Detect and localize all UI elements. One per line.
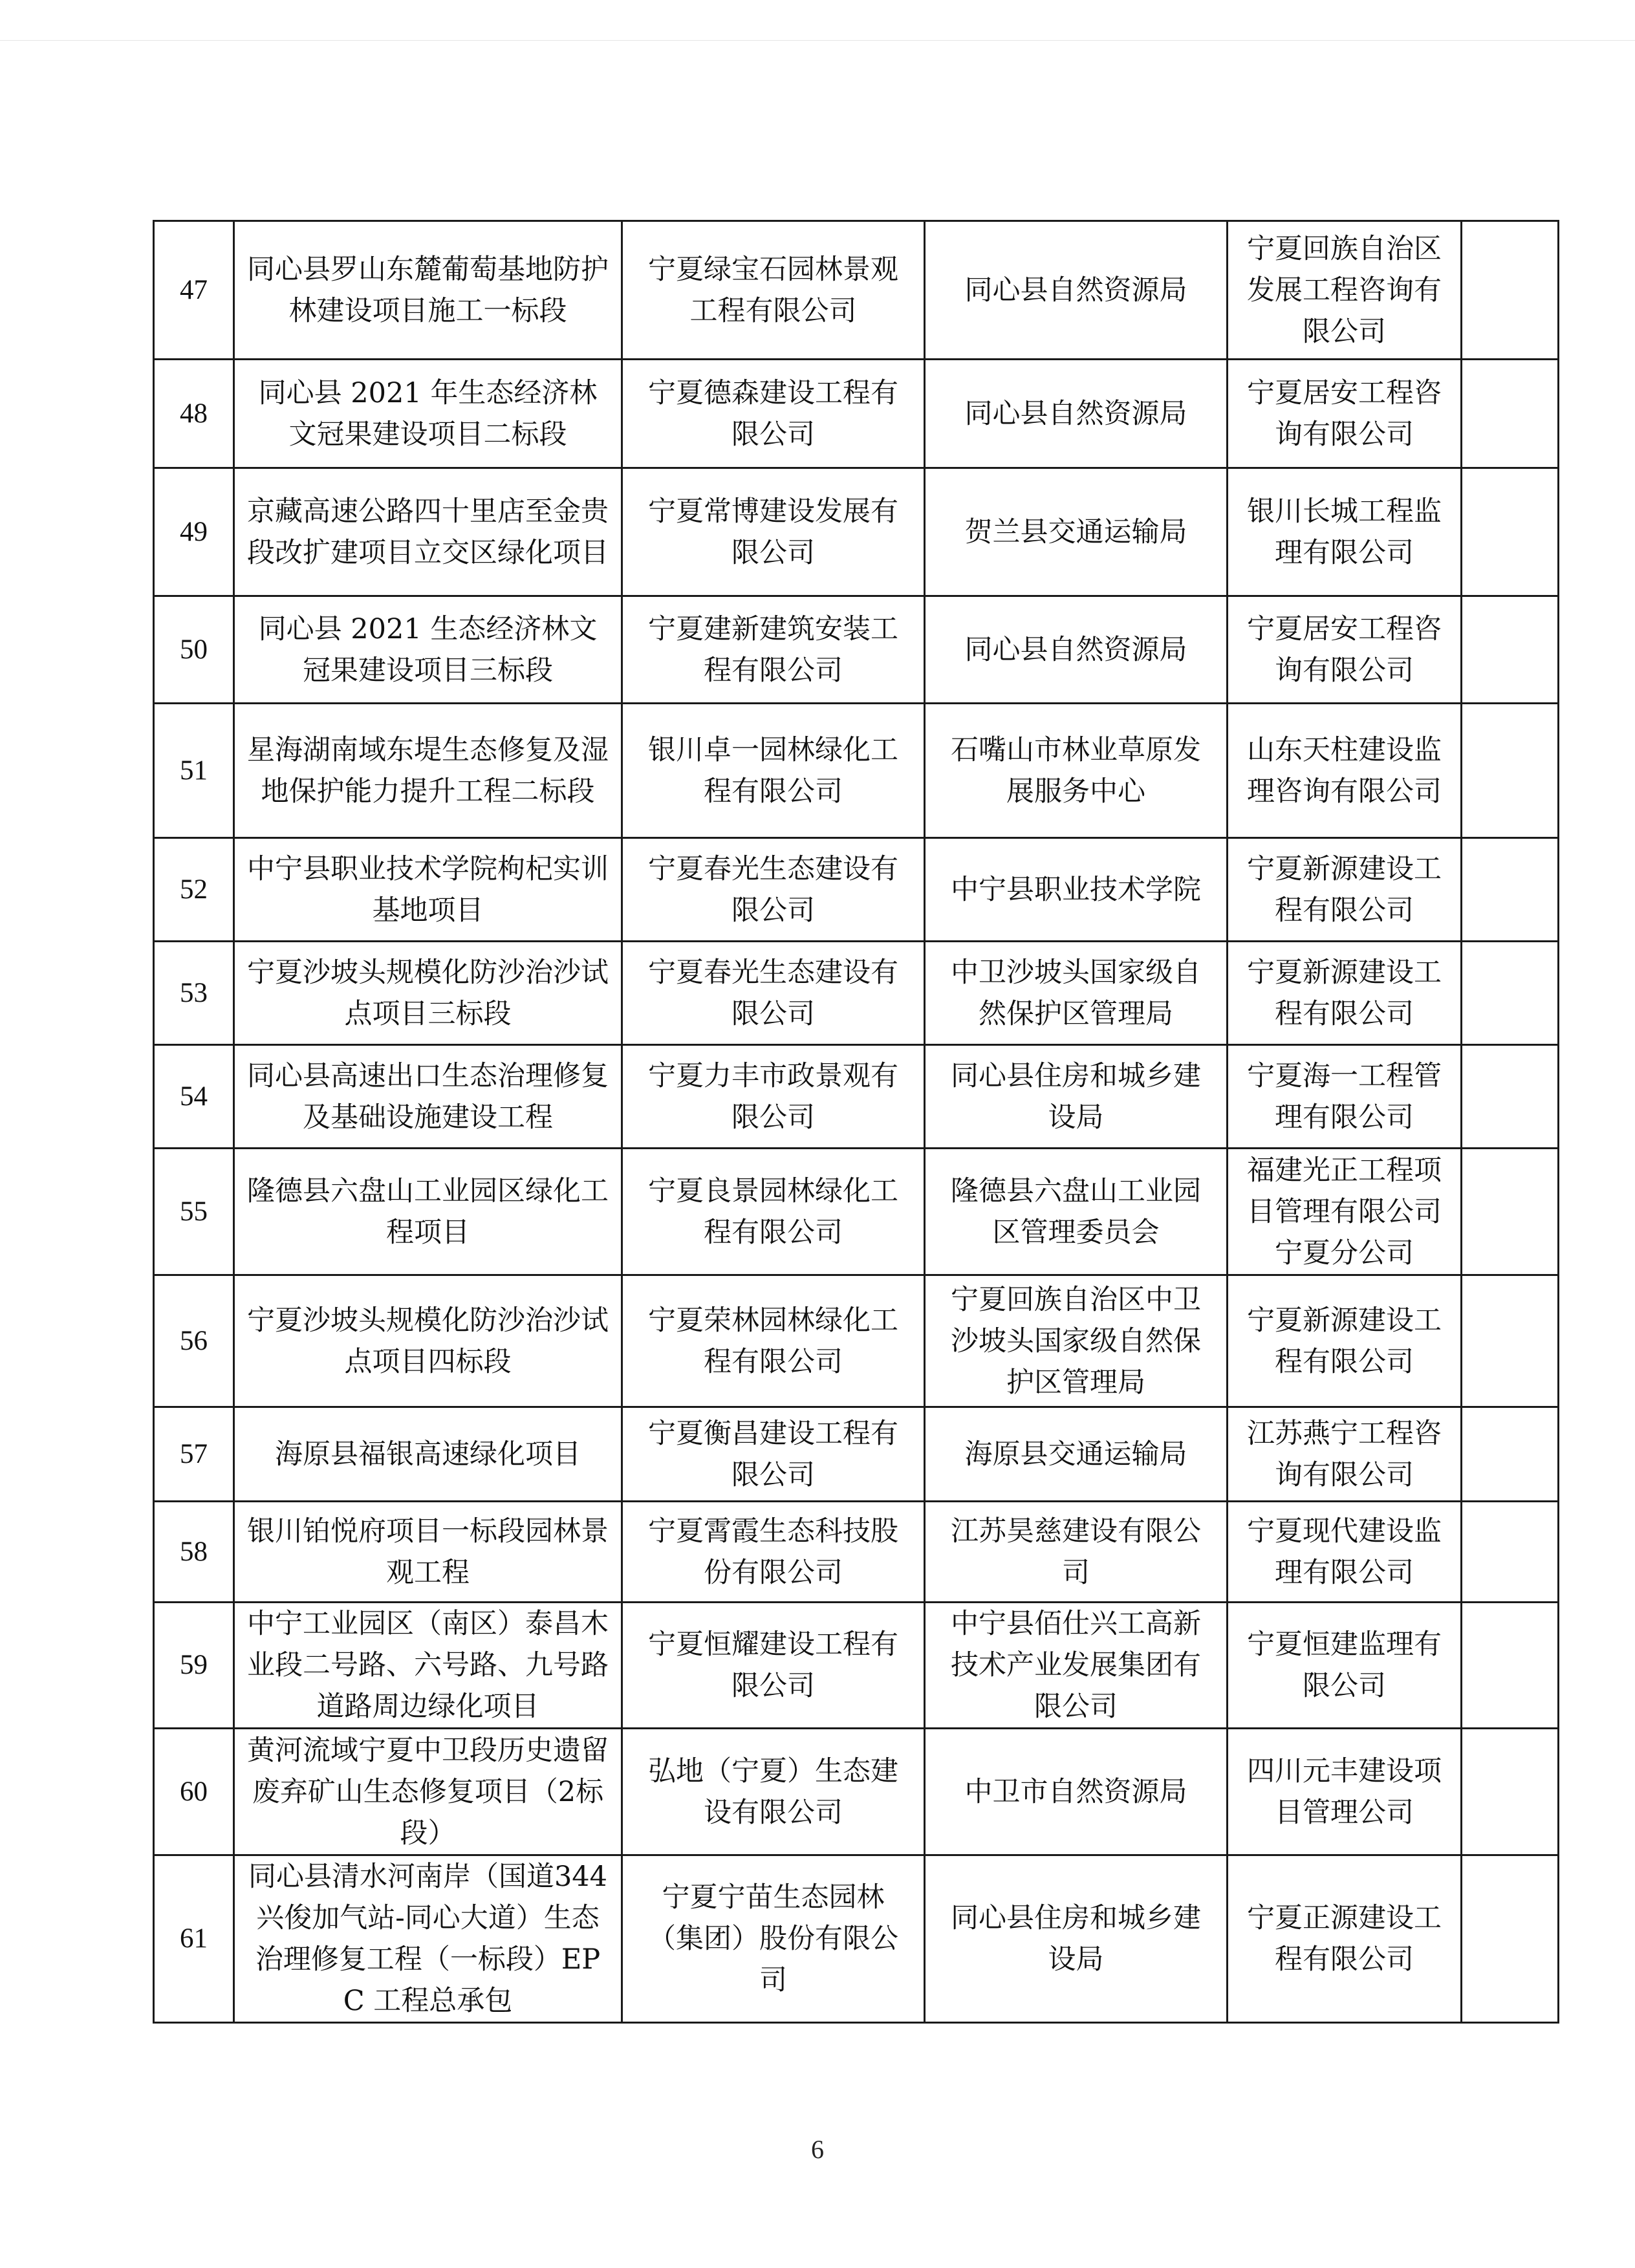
row-number xyxy=(154,1603,234,1729)
owner-cell-text: 隆德县六盘山工业园区管理委员会 xyxy=(951,1174,1201,1249)
supervisor-cell-text: 福建光正工程项目管理有限公司宁夏分公司 xyxy=(1247,1154,1442,1269)
supervisor-cell-text: 宁夏居安工程咨询有限公司 xyxy=(1247,376,1442,451)
row-number-text: 55 xyxy=(180,1196,208,1227)
remark-cell xyxy=(1462,1603,1559,1729)
project-name-cell xyxy=(234,1855,622,2023)
remark-cell xyxy=(1462,1502,1559,1603)
supervisor-cell-text: 宁夏海一工程管理有限公司 xyxy=(1247,1059,1442,1134)
owner-cell xyxy=(925,838,1228,942)
remark-cell xyxy=(1462,1045,1559,1149)
table-row xyxy=(154,1149,1559,1275)
supervisor-cell-text: 宁夏居安工程咨询有限公司 xyxy=(1247,612,1442,687)
row-number-text: 49 xyxy=(180,516,208,547)
owner-cell xyxy=(925,1729,1228,1855)
row-number-text: 48 xyxy=(180,398,208,429)
contractor-cell-text: 银川卓一园林绿化工程有限公司 xyxy=(648,733,898,808)
row-number xyxy=(154,1407,234,1502)
table-row xyxy=(154,360,1559,468)
contractor-cell xyxy=(622,360,925,468)
owner-cell xyxy=(925,1149,1228,1275)
remark-cell xyxy=(1462,1407,1559,1502)
project-name-cell-text: 中宁工业园区（南区）泰昌木业段二号路、六号路、九号路道路周边绿化项目 xyxy=(247,1608,609,1723)
supervisor-cell xyxy=(1228,596,1462,704)
owner-cell xyxy=(925,1603,1228,1729)
project-name-cell-text: 星海湖南域东堤生态修复及湿地保护能力提升工程二标段 xyxy=(247,733,609,808)
project-name-cell xyxy=(234,596,622,704)
project-name-cell xyxy=(234,1045,622,1149)
table-row xyxy=(154,838,1559,942)
contractor-cell xyxy=(622,1407,925,1502)
project-name-cell-text: 同心县 2021 年生态经济林文冠果建设项目二标段 xyxy=(258,376,598,451)
row-number-text: 60 xyxy=(180,1776,208,1807)
owner-cell-text: 同心县自然资源局 xyxy=(964,633,1187,666)
row-number xyxy=(154,1502,234,1603)
table-row xyxy=(154,1045,1559,1149)
supervisor-cell-text: 宁夏新源建设工程有限公司 xyxy=(1247,956,1442,1030)
supervisor-cell-text: 四川元丰建设项目管理公司 xyxy=(1247,1755,1442,1829)
owner-cell-text: 同心县自然资源局 xyxy=(964,397,1187,430)
project-name-cell-text: 银川铂悦府项目一标段园林景观工程 xyxy=(247,1515,609,1589)
contractor-cell-text: 宁夏恒耀建设工程有限公司 xyxy=(648,1628,898,1702)
supervisor-cell xyxy=(1228,838,1462,942)
owner-cell xyxy=(925,360,1228,468)
owner-cell xyxy=(925,1407,1228,1502)
contractor-cell-text: 宁夏良景园林绿化工程有限公司 xyxy=(648,1174,898,1249)
supervisor-cell xyxy=(1228,1275,1462,1407)
contractor-cell-text: 弘地（宁夏）生态建设有限公司 xyxy=(648,1755,898,1829)
contractor-cell-text: 宁夏春光生态建设有限公司 xyxy=(648,852,898,927)
owner-cell xyxy=(925,221,1228,360)
contractor-cell xyxy=(622,221,925,360)
row-number xyxy=(154,596,234,704)
supervisor-cell-text: 宁夏现代建设监理有限公司 xyxy=(1247,1515,1442,1589)
remark-cell xyxy=(1462,838,1559,942)
owner-cell-text: 中宁县职业技术学院 xyxy=(951,873,1201,906)
owner-cell-text: 中卫沙坡头国家级自然保护区管理局 xyxy=(951,956,1201,1030)
supervisor-cell xyxy=(1228,1729,1462,1855)
supervisor-cell xyxy=(1228,1855,1462,2023)
table-row xyxy=(154,1502,1559,1603)
project-name-cell xyxy=(234,1502,622,1603)
row-number-text: 61 xyxy=(180,1923,208,1954)
row-number-text: 52 xyxy=(180,874,208,905)
contractor-cell xyxy=(622,1729,925,1855)
remark-cell xyxy=(1462,942,1559,1045)
supervisor-cell xyxy=(1228,1407,1462,1502)
project-name-cell-text: 同心县 2021 生态经济林文冠果建设项目三标段 xyxy=(258,612,598,687)
scan-edge-line xyxy=(0,40,1635,41)
supervisor-cell-text: 宁夏恒建监理有限公司 xyxy=(1247,1628,1442,1702)
owner-cell-text: 中卫市自然资源局 xyxy=(964,1775,1187,1808)
row-number xyxy=(154,1045,234,1149)
owner-cell xyxy=(925,942,1228,1045)
row-number-text: 47 xyxy=(180,274,208,305)
project-name-cell xyxy=(234,1729,622,1855)
owner-cell xyxy=(925,704,1228,838)
project-table xyxy=(153,220,1559,2024)
remark-cell xyxy=(1462,468,1559,596)
table-row xyxy=(154,942,1559,1045)
remark-cell xyxy=(1462,1149,1559,1275)
supervisor-cell-text: 宁夏新源建设工程有限公司 xyxy=(1247,1304,1442,1378)
contractor-cell xyxy=(622,1603,925,1729)
supervisor-cell xyxy=(1228,468,1462,596)
owner-cell-text: 同心县自然资源局 xyxy=(964,274,1187,307)
row-number-text: 59 xyxy=(180,1650,208,1680)
remark-cell xyxy=(1462,360,1559,468)
table-row xyxy=(154,704,1559,838)
owner-cell-text: 中宁县佰仕兴工高新技术产业发展集团有限公司 xyxy=(951,1608,1201,1723)
row-number-text: 51 xyxy=(180,755,208,786)
contractor-cell xyxy=(622,942,925,1045)
row-number xyxy=(154,1275,234,1407)
contractor-cell xyxy=(622,596,925,704)
project-name-cell-text: 同心县清水河南岸（国道344 兴俊加气站-同心大道）生态治理修复工程（一标段）EPC 工程总承包 xyxy=(248,1861,608,2017)
contractor-cell-text: 宁夏霄霞生态科技股份有限公司 xyxy=(648,1515,898,1589)
row-number-text: 57 xyxy=(180,1438,208,1469)
supervisor-cell xyxy=(1228,1603,1462,1729)
project-name-cell xyxy=(234,360,622,468)
owner-cell-text: 海原县交通运输局 xyxy=(964,1438,1187,1471)
contractor-cell xyxy=(622,838,925,942)
supervisor-cell xyxy=(1228,1149,1462,1275)
project-name-cell xyxy=(234,1603,622,1729)
project-name-cell xyxy=(234,1407,622,1502)
remark-cell xyxy=(1462,596,1559,704)
project-name-cell xyxy=(234,1275,622,1407)
contractor-cell xyxy=(622,1045,925,1149)
supervisor-cell-text: 江苏燕宁工程咨询有限公司 xyxy=(1247,1417,1442,1491)
row-number-text: 54 xyxy=(180,1081,208,1112)
remark-cell xyxy=(1462,704,1559,838)
contractor-cell xyxy=(622,1502,925,1603)
table-row xyxy=(154,1855,1559,2023)
supervisor-cell xyxy=(1228,704,1462,838)
table-row xyxy=(154,468,1559,596)
table-row xyxy=(154,221,1559,360)
supervisor-cell-text: 宁夏回族自治区发展工程咨询有限公司 xyxy=(1247,232,1442,348)
owner-cell-text: 贺兰县交通运输局 xyxy=(964,515,1187,548)
project-name-cell-text: 同心县高速出口生态治理修复及基础设施建设工程 xyxy=(247,1059,609,1134)
owner-cell xyxy=(925,1502,1228,1603)
supervisor-cell-text: 银川长城工程监理有限公司 xyxy=(1247,495,1442,569)
owner-cell xyxy=(925,1275,1228,1407)
contractor-cell xyxy=(622,704,925,838)
contractor-cell xyxy=(622,1275,925,1407)
project-name-cell-text: 隆德县六盘山工业园区绿化工程项目 xyxy=(247,1174,609,1249)
table-row xyxy=(154,1407,1559,1502)
row-number-text: 53 xyxy=(180,977,208,1008)
project-name-cell-text: 同心县罗山东麓葡萄基地防护林建设项目施工一标段 xyxy=(247,253,609,327)
owner-cell xyxy=(925,468,1228,596)
supervisor-cell-text: 山东天柱建设监理咨询有限公司 xyxy=(1247,733,1442,808)
contractor-cell xyxy=(622,468,925,596)
owner-cell-text: 宁夏回族自治区中卫沙坡头国家级自然保护区管理局 xyxy=(951,1283,1201,1399)
owner-cell xyxy=(925,596,1228,704)
remark-cell xyxy=(1462,1275,1559,1407)
row-number xyxy=(154,1729,234,1855)
project-name-cell-text: 中宁县职业技术学院枸杞实训基地项目 xyxy=(247,852,609,927)
table-row xyxy=(154,1729,1559,1855)
owner-cell xyxy=(925,1855,1228,2023)
row-number xyxy=(154,360,234,468)
supervisor-cell xyxy=(1228,1045,1462,1149)
contractor-cell-text: 宁夏常博建设发展有限公司 xyxy=(648,495,898,569)
contractor-cell-text: 宁夏荣林园林绿化工程有限公司 xyxy=(648,1304,898,1378)
row-number-text: 50 xyxy=(180,634,208,665)
owner-cell xyxy=(925,1045,1228,1149)
project-name-cell xyxy=(234,704,622,838)
owner-cell-text: 同心县住房和城乡建设局 xyxy=(951,1902,1201,1976)
row-number-text: 58 xyxy=(180,1536,208,1567)
row-number-text: 56 xyxy=(180,1325,208,1356)
supervisor-cell-text: 宁夏新源建设工程有限公司 xyxy=(1247,852,1442,927)
project-name-cell-text: 宁夏沙坡头规模化防沙治沙试点项目四标段 xyxy=(247,1304,609,1378)
remark-cell xyxy=(1462,1855,1559,2023)
project-name-cell-text: 京藏高速公路四十里店至金贵段改扩建项目立交区绿化项目 xyxy=(247,495,609,569)
contractor-cell-text: 宁夏宁苗生态园林（集团）股份有限公司 xyxy=(648,1881,898,1996)
project-name-cell-text: 海原县福银高速绿化项目 xyxy=(275,1438,581,1471)
row-number xyxy=(154,468,234,596)
table-row xyxy=(154,1603,1559,1729)
owner-cell-text: 石嘴山市林业草原发展服务中心 xyxy=(951,733,1201,808)
supervisor-cell xyxy=(1228,221,1462,360)
project-name-cell xyxy=(234,221,622,360)
page-number: 6 xyxy=(811,2135,824,2164)
supervisor-cell xyxy=(1228,360,1462,468)
contractor-cell xyxy=(622,1855,925,2023)
owner-cell-text: 江苏昊慈建设有限公司 xyxy=(951,1515,1201,1589)
remark-cell xyxy=(1462,1729,1559,1855)
row-number xyxy=(154,1149,234,1275)
project-table-body xyxy=(154,221,1559,2023)
remark-cell xyxy=(1462,221,1559,360)
contractor-cell-text: 宁夏衡昌建设工程有限公司 xyxy=(648,1417,898,1491)
row-number xyxy=(154,221,234,360)
contractor-cell-text: 宁夏春光生态建设有限公司 xyxy=(648,956,898,1030)
project-name-cell-text: 黄河流域宁夏中卫段历史遗留废弃矿山生态修复项目（2标段） xyxy=(247,1734,609,1850)
row-number xyxy=(154,1855,234,2023)
supervisor-cell xyxy=(1228,942,1462,1045)
contractor-cell-text: 宁夏绿宝石园林景观工程有限公司 xyxy=(648,253,898,327)
row-number xyxy=(154,942,234,1045)
project-name-cell xyxy=(234,838,622,942)
project-name-cell xyxy=(234,1149,622,1275)
project-name-cell xyxy=(234,468,622,596)
contractor-cell-text: 宁夏建新建筑安装工程有限公司 xyxy=(648,612,898,687)
contractor-cell-text: 宁夏力丰市政景观有限公司 xyxy=(648,1059,898,1134)
row-number xyxy=(154,838,234,942)
project-name-cell xyxy=(234,942,622,1045)
supervisor-cell-text: 宁夏正源建设工程有限公司 xyxy=(1247,1902,1442,1976)
table-row xyxy=(154,1275,1559,1407)
row-number xyxy=(154,704,234,838)
contractor-cell xyxy=(622,1149,925,1275)
project-name-cell-text: 宁夏沙坡头规模化防沙治沙试点项目三标段 xyxy=(247,956,609,1030)
table-row xyxy=(154,596,1559,704)
supervisor-cell xyxy=(1228,1502,1462,1603)
owner-cell-text: 同心县住房和城乡建设局 xyxy=(951,1059,1201,1134)
contractor-cell-text: 宁夏德森建设工程有限公司 xyxy=(648,376,898,451)
